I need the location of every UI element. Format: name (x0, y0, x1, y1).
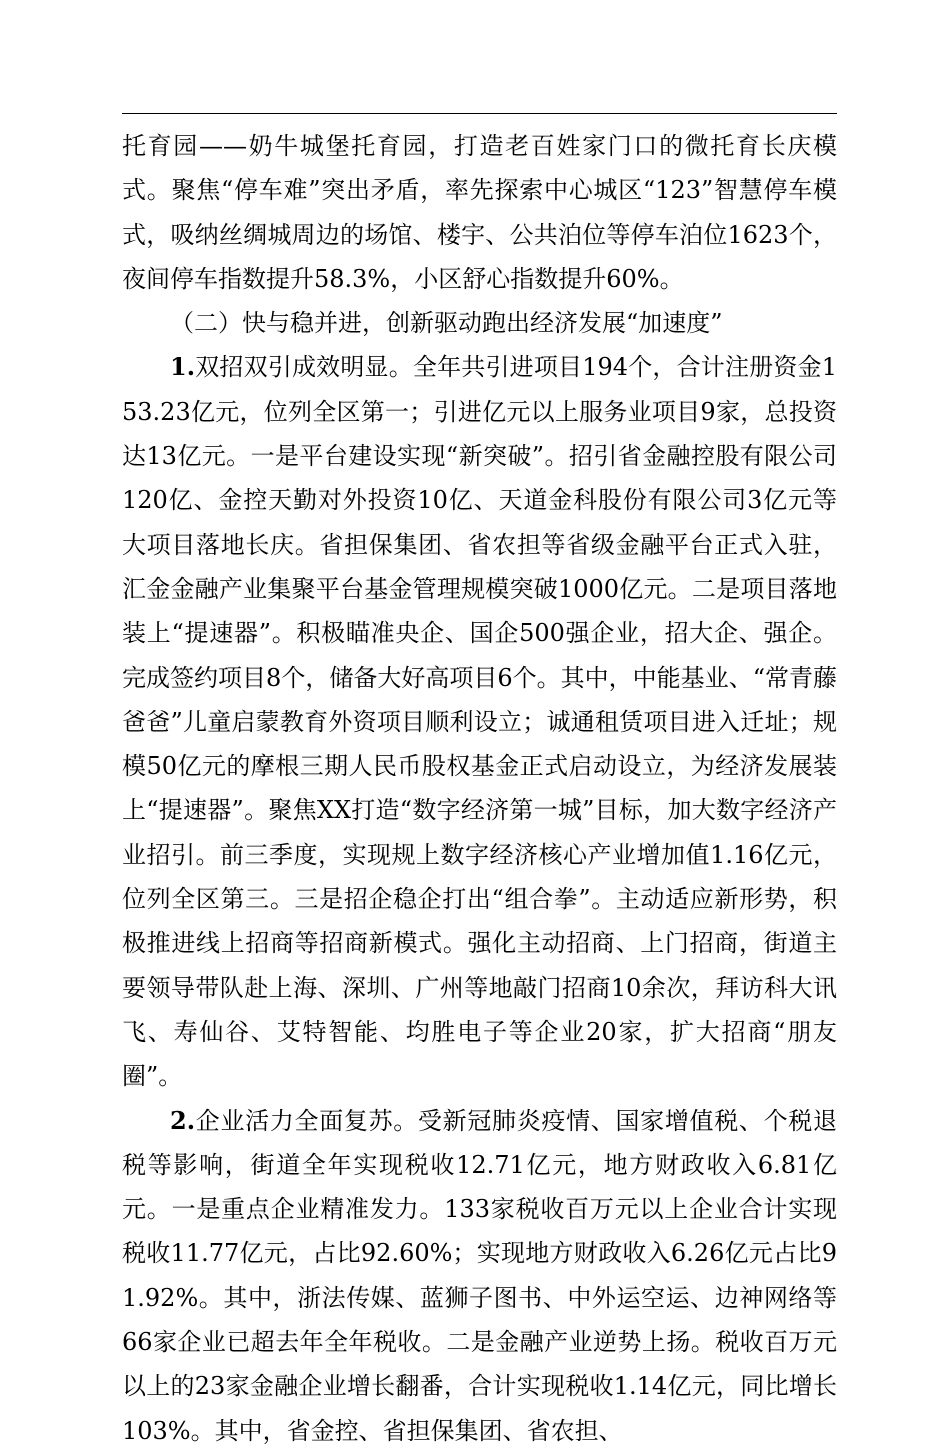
paragraph-4 (122, 1099, 837, 1453)
paragraph-1 (122, 124, 837, 301)
section-heading-text: （二）快与稳并进，创新驱动跑出经济发展“加速度” (170, 309, 723, 338)
section-heading (122, 301, 837, 345)
header-rule (122, 113, 837, 114)
paragraph-text: 企业活力全面复苏。受新冠肺炎疫情、国家增值税、个税退税等影响，街道全年实现税收12.71亿元，地方财政收入6.81亿元。一是重点企业精准发力。133家税收百万元以上企业合计实现税收11.77亿元，占比92.60%；实现地方财政收入6.26亿元占比91.92%。其中，浙法传媒、蓝狮子图书、中外运空运、边神网络等66家企业已超去年全年税收。二是金融产业逆势上扬。税收百万元以上的23家金融企业增长翻番，合计实现税收1.14亿元，同比增长103%。其中，省金控、省担保集团、省农担、 (122, 1106, 837, 1445)
item-number: 2. (170, 1105, 196, 1135)
paragraph-3 (122, 345, 837, 1098)
item-number: 1. (170, 352, 196, 382)
document-body (122, 124, 837, 1453)
paragraph-text: 托育园——奶牛城堡托育园，打造老百姓家门口的微托育长庆模式。聚焦“停车难”突出矛盾，率先探索中心城区“123”智慧停车模式，吸纳丝绸城周边的场馆、楼宇、公共泊位等停车泊位1623个，夜间停车指数提升58.3%，小区舒心指数提升60%。 (122, 132, 837, 293)
paragraph-text: 双招双引成效明显。全年共引进项目194个，合计注册资金153.23亿元，位列全区第一；引进亿元以上服务业项目9家，总投资达13亿元。一是平台建设实现“新突破”。招引省金融控股有限公司120亿、金控天勤对外投资10亿、天道金科股份有限公司3亿元等大项目落地长庆。省担保集团、省农担等省级金融平台正式入驻，汇金金融产业集聚平台基金管理规模突破1000亿元。二是项目落地装上“提速器”。积极瞄准央企、国企500强企业，招大企、强企。完成签约项目8个，储备大好高项目6个。其中，中能基业、“常青藤爸爸”儿童启蒙教育外资项目顺利设立；诚通租赁项目进入迁址；规模50亿元的摩根三期人民币股权基金正式启动设立，为经济发展装上“提速器”。聚焦XX打造“数字经济第一城”目标，加大数字经济产业招引。前三季度，实现规上数字经济核心产业增加值1.16亿元，位列全区第三。三是招企稳企打出“组合拳”。主动适应新形势，积极推进线上招商等招商新模式。强化主动招商、上门招商，街道主要领导带队赴上海、深圳、广州等地敲门招商10余次，拜访科大讯飞、寿仙谷、艾特智能、均胜电子等企业20家，扩大招商“朋友圈”。 (122, 353, 837, 1091)
